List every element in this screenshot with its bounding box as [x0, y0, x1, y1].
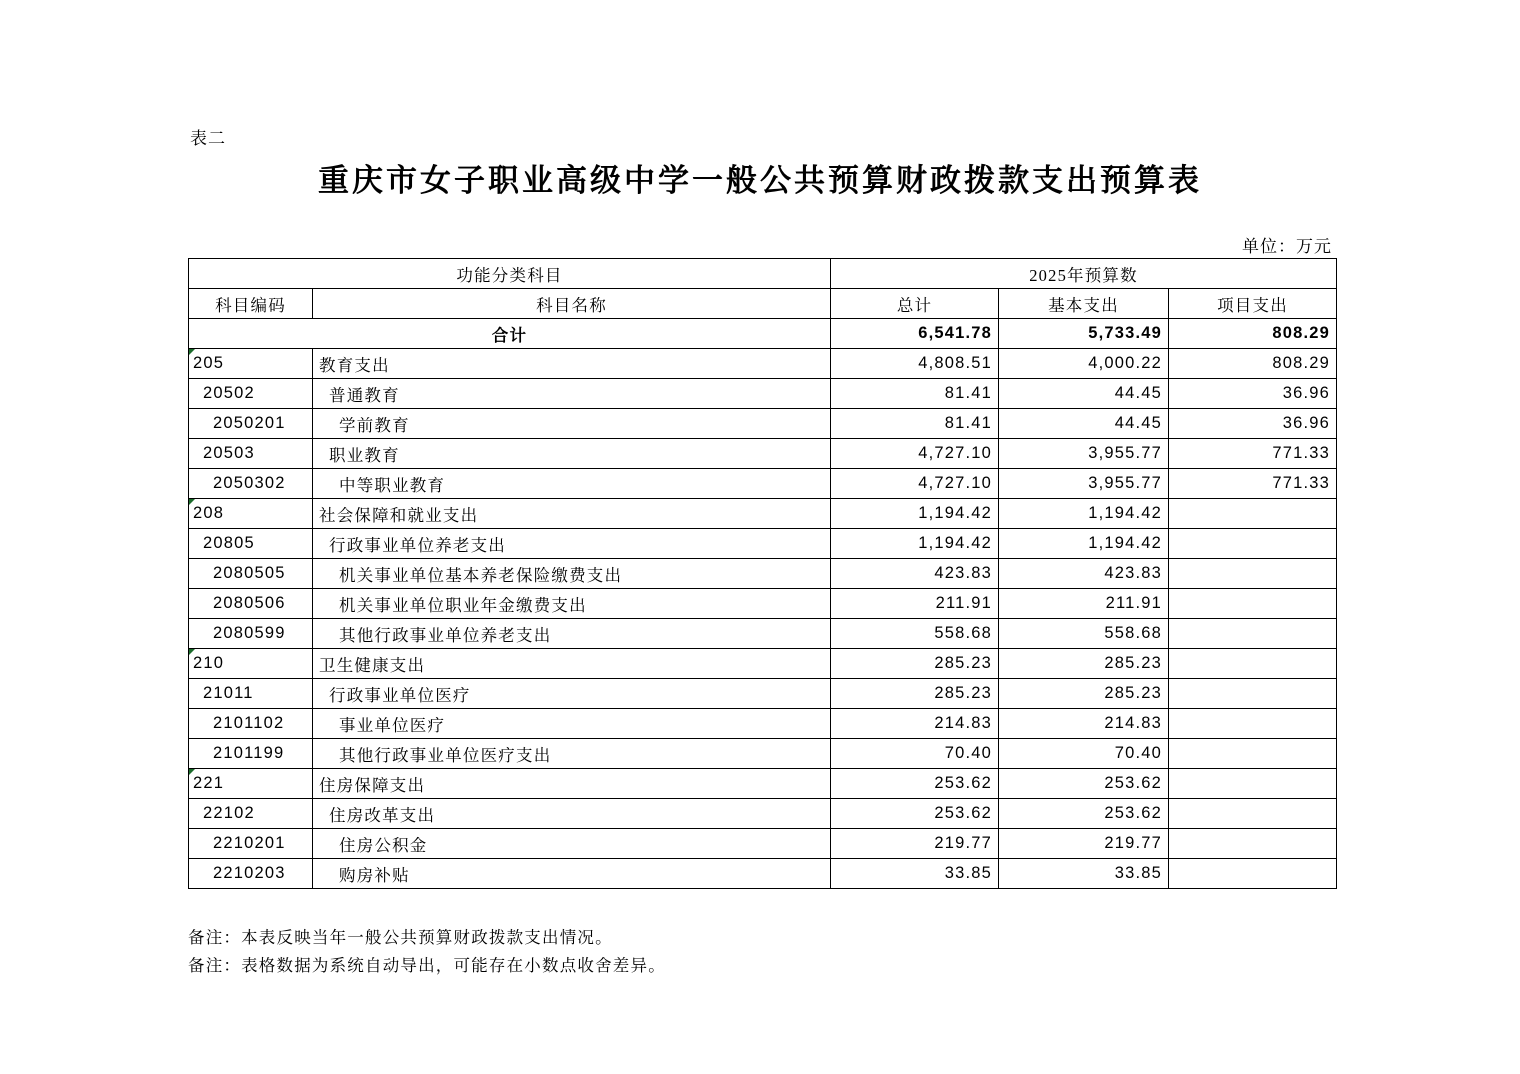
row-name: 住房公积金 [313, 829, 831, 859]
row-total: 70.40 [831, 739, 999, 769]
header-functional-classification: 功能分类科目 [189, 259, 831, 289]
row-basic: 1,194.42 [999, 529, 1169, 559]
row-basic: 285.23 [999, 679, 1169, 709]
row-project [1169, 709, 1337, 739]
table-row [189, 529, 1337, 559]
row-project: 808.29 [1169, 349, 1337, 379]
row-project [1169, 589, 1337, 619]
row-code: 20805 [189, 529, 313, 559]
row-total: 4,727.10 [831, 469, 999, 499]
table-row [189, 709, 1337, 739]
row-project [1169, 739, 1337, 769]
table-row [189, 799, 1337, 829]
row-project [1169, 559, 1337, 589]
row-basic: 1,194.42 [999, 499, 1169, 529]
table-row [189, 469, 1337, 499]
row-total: 4,808.51 [831, 349, 999, 379]
note-line-2: 备注：表格数据为系统自动导出，可能存在小数点收舍差异。 [188, 956, 666, 975]
row-code: 2080505 [189, 559, 313, 589]
row-total: 285.23 [831, 679, 999, 709]
table-row [189, 559, 1337, 589]
row-code: 210 [189, 649, 313, 679]
row-basic: 285.23 [999, 649, 1169, 679]
row-basic: 558.68 [999, 619, 1169, 649]
row-project [1169, 859, 1337, 889]
row-project [1169, 679, 1337, 709]
table-row [189, 859, 1337, 889]
table-row [189, 379, 1337, 409]
row-basic: 211.91 [999, 589, 1169, 619]
row-code: 20502 [189, 379, 313, 409]
row-total: 214.83 [831, 709, 999, 739]
budget-table-body [189, 259, 1337, 889]
row-code: 205 [189, 349, 313, 379]
row-basic: 3,955.77 [999, 469, 1169, 499]
row-code: 2080599 [189, 619, 313, 649]
table-row [189, 649, 1337, 679]
row-total: 253.62 [831, 769, 999, 799]
row-total: 219.77 [831, 829, 999, 859]
column-header-project: 项目支出 [1169, 289, 1337, 319]
row-basic: 70.40 [999, 739, 1169, 769]
column-header-name: 科目名称 [313, 289, 831, 319]
row-name: 事业单位医疗 [313, 709, 831, 739]
row-basic: 219.77 [999, 829, 1169, 859]
row-project [1169, 769, 1337, 799]
row-name: 机关事业单位职业年金缴费支出 [313, 589, 831, 619]
row-name: 其他行政事业单位医疗支出 [313, 739, 831, 769]
row-name: 卫生健康支出 [313, 649, 831, 679]
row-total: 81.41 [831, 409, 999, 439]
row-total: 423.83 [831, 559, 999, 589]
table-group-header-row [189, 259, 1337, 289]
row-code: 221 [189, 769, 313, 799]
row-code: 2101199 [189, 739, 313, 769]
row-total: 1,194.42 [831, 529, 999, 559]
page-title: 重庆市女子职业高级中学一般公共预算财政拨款支出预算表 [318, 163, 1202, 198]
row-total: 1,194.42 [831, 499, 999, 529]
row-code: 22102 [189, 799, 313, 829]
table-row [189, 829, 1337, 859]
row-project: 771.33 [1169, 439, 1337, 469]
row-total: 33.85 [831, 859, 999, 889]
row-basic: 3,955.77 [999, 439, 1169, 469]
row-name: 社会保障和就业支出 [313, 499, 831, 529]
row-code: 2080506 [189, 589, 313, 619]
row-code: 2210201 [189, 829, 313, 859]
note-line-1: 备注：本表反映当年一般公共预算财政拨款支出情况。 [188, 928, 613, 947]
row-project: 36.96 [1169, 379, 1337, 409]
row-code: 2050302 [189, 469, 313, 499]
table-row [189, 409, 1337, 439]
row-name: 学前教育 [313, 409, 831, 439]
row-total: 253.62 [831, 799, 999, 829]
row-name: 中等职业教育 [313, 469, 831, 499]
row-basic: 44.45 [999, 379, 1169, 409]
row-name: 普通教育 [313, 379, 831, 409]
table-row [189, 739, 1337, 769]
row-name: 行政事业单位养老支出 [313, 529, 831, 559]
row-total: 4,727.10 [831, 439, 999, 469]
row-name: 行政事业单位医疗 [313, 679, 831, 709]
total-row-total: 6,541.78 [831, 319, 999, 349]
table-column-header-row [189, 289, 1337, 319]
row-code: 2210203 [189, 859, 313, 889]
row-project: 771.33 [1169, 469, 1337, 499]
column-header-total: 总计 [831, 289, 999, 319]
row-project [1169, 529, 1337, 559]
row-name: 职业教育 [313, 439, 831, 469]
table-total-row [189, 319, 1337, 349]
row-code: 2050201 [189, 409, 313, 439]
row-basic: 44.45 [999, 409, 1169, 439]
row-name: 住房改革支出 [313, 799, 831, 829]
row-name: 住房保障支出 [313, 769, 831, 799]
budget-table [188, 258, 1337, 889]
row-code: 208 [189, 499, 313, 529]
row-total: 211.91 [831, 589, 999, 619]
row-total: 285.23 [831, 649, 999, 679]
row-basic: 253.62 [999, 769, 1169, 799]
row-code: 20503 [189, 439, 313, 469]
column-header-code: 科目编码 [189, 289, 313, 319]
row-name: 购房补贴 [313, 859, 831, 889]
total-row-project: 808.29 [1169, 319, 1337, 349]
table-row [189, 619, 1337, 649]
row-total: 81.41 [831, 379, 999, 409]
column-header-basic: 基本支出 [999, 289, 1169, 319]
row-total: 558.68 [831, 619, 999, 649]
row-project [1169, 619, 1337, 649]
row-name: 教育支出 [313, 349, 831, 379]
table-label: 表二 [190, 129, 226, 148]
row-project [1169, 499, 1337, 529]
row-code: 2101102 [189, 709, 313, 739]
table-row [189, 349, 1337, 379]
row-name: 其他行政事业单位养老支出 [313, 619, 831, 649]
row-project: 36.96 [1169, 409, 1337, 439]
unit-note: 单位：万元 [1242, 237, 1332, 256]
row-project [1169, 799, 1337, 829]
row-code: 21011 [189, 679, 313, 709]
table-row [189, 499, 1337, 529]
row-project [1169, 649, 1337, 679]
table-row [189, 769, 1337, 799]
row-project [1169, 829, 1337, 859]
row-basic: 423.83 [999, 559, 1169, 589]
row-basic: 253.62 [999, 799, 1169, 829]
row-basic: 214.83 [999, 709, 1169, 739]
table-row [189, 679, 1337, 709]
header-budget-year: 2025年预算数 [831, 259, 1337, 289]
row-basic: 33.85 [999, 859, 1169, 889]
table-row [189, 589, 1337, 619]
row-name: 机关事业单位基本养老保险缴费支出 [313, 559, 831, 589]
total-row-label: 合计 [189, 319, 831, 349]
row-basic: 4,000.22 [999, 349, 1169, 379]
table-row [189, 439, 1337, 469]
total-row-basic: 5,733.49 [999, 319, 1169, 349]
